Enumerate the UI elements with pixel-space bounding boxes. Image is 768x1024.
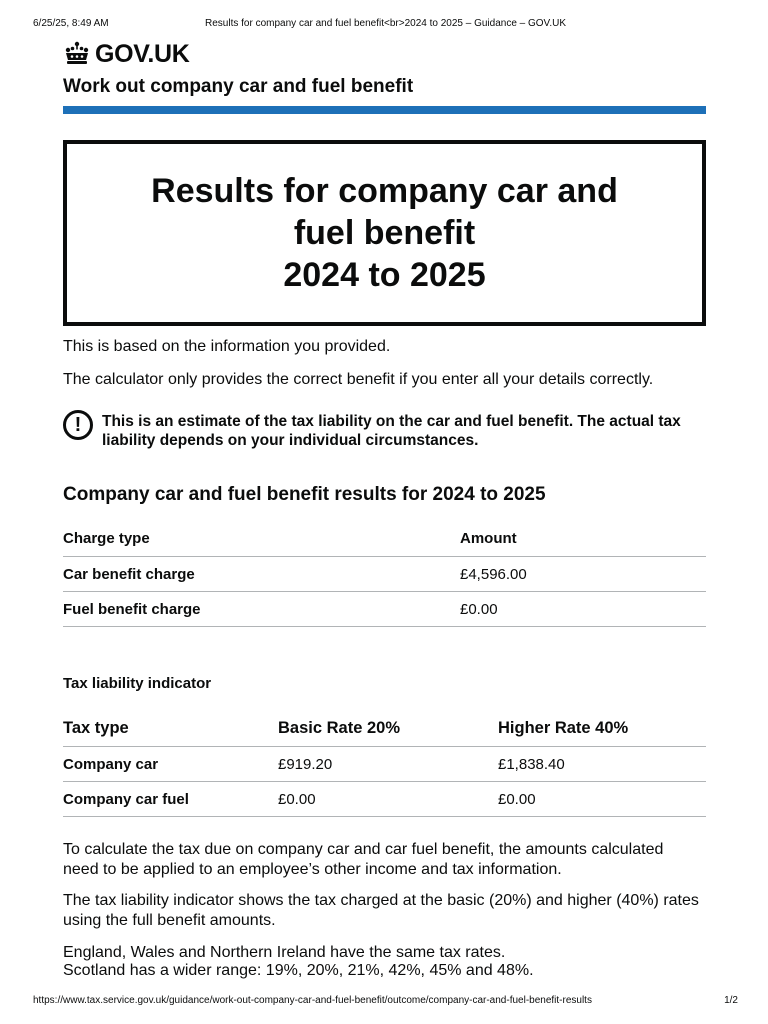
logo-text: GOV.UK xyxy=(95,39,190,68)
warning-message: This is an estimate of the tax liability on the car and fuel benefit. The actual tax liability depends on your individual circumstances. xyxy=(102,413,681,449)
column-header-amount: Amount xyxy=(460,529,517,547)
column-header-charge-type: Charge type xyxy=(63,529,150,547)
column-header-basic-rate: Basic Rate 20% xyxy=(278,718,400,737)
table-row xyxy=(63,592,706,627)
print-page-number: 1/2 xyxy=(724,995,738,1006)
exclamation-icon: ! xyxy=(63,410,93,440)
tax-table-caption: Tax liability indicator xyxy=(63,675,212,692)
table-row xyxy=(63,557,706,592)
table-row xyxy=(63,747,706,782)
print-footer xyxy=(33,994,738,1008)
charge-type-cell: Car benefit charge xyxy=(63,565,195,583)
print-url: https://www.tax.service.gov.uk/guidance/work-out-company-car-and-fuel-benefit/outcome/company-car-and-fuel-benefit-results xyxy=(33,995,592,1006)
higher-rate-cell: £0.00 xyxy=(498,790,536,808)
page-title xyxy=(105,170,665,296)
tax-liability-table xyxy=(63,710,706,817)
basic-rate-cell: £0.00 xyxy=(278,790,316,808)
table-header-row xyxy=(63,520,706,557)
print-page-title: Results for company car and fuel benefit<br>2024 to 2025 – Guidance – GOV.UK xyxy=(205,18,566,29)
service-name[interactable]: Work out company car and fuel benefit xyxy=(63,76,414,97)
header-blue-bar xyxy=(63,106,706,114)
higher-rate-cell: £1,838.40 xyxy=(498,755,565,773)
crown-icon xyxy=(63,41,91,67)
table-header-row xyxy=(63,710,706,747)
amount-cell: £0.00 xyxy=(460,600,498,618)
govuk-logo[interactable] xyxy=(63,40,190,68)
column-header-higher-rate: Higher Rate 40% xyxy=(498,718,629,737)
tax-type-cell: Company car fuel xyxy=(63,790,189,808)
results-table xyxy=(63,520,706,627)
intro-text-1: This is based on the information you provided. xyxy=(63,338,391,355)
page-title-line: fuel benefit xyxy=(293,214,476,252)
results-heading: Company car and fuel benefit results for 2024 to 2025 xyxy=(63,484,546,505)
results-panel xyxy=(63,140,706,326)
paragraph-tax-calculation: To calculate the tax due on company car and car fuel benefit, the amounts calculated need to be applied to an employee’s other income and tax information. xyxy=(63,841,664,878)
tax-type-cell: Company car xyxy=(63,755,159,773)
page-title-line: 2024 to 2025 xyxy=(283,256,486,294)
amount-cell: £4,596.00 xyxy=(460,565,527,583)
table-row xyxy=(63,782,706,817)
intro-text-2: The calculator only provides the correct benefit if you enter all your details correctly. xyxy=(63,371,654,388)
column-header-tax-type: Tax type xyxy=(63,718,129,737)
warning-text-block xyxy=(63,410,706,450)
charge-type-cell: Fuel benefit charge xyxy=(63,600,201,618)
paragraph-tax-indicator: The tax liability indicator shows the tax charged at the basic (20%) and higher (40%) rates using the full benefit amounts. xyxy=(63,892,699,929)
basic-rate-cell: £919.20 xyxy=(278,755,333,773)
paragraph-tax-rates-uk: England, Wales and Northern Ireland have the same tax rates. xyxy=(63,944,506,961)
page-title-line: Results for company car and xyxy=(151,172,618,210)
print-date: 6/25/25, 8:49 AM xyxy=(33,18,109,29)
paragraph-tax-rates-scotland: Scotland has a wider range: 19%, 20%, 21%, 42%, 45% and 48%. xyxy=(63,962,534,979)
print-header xyxy=(33,17,738,31)
